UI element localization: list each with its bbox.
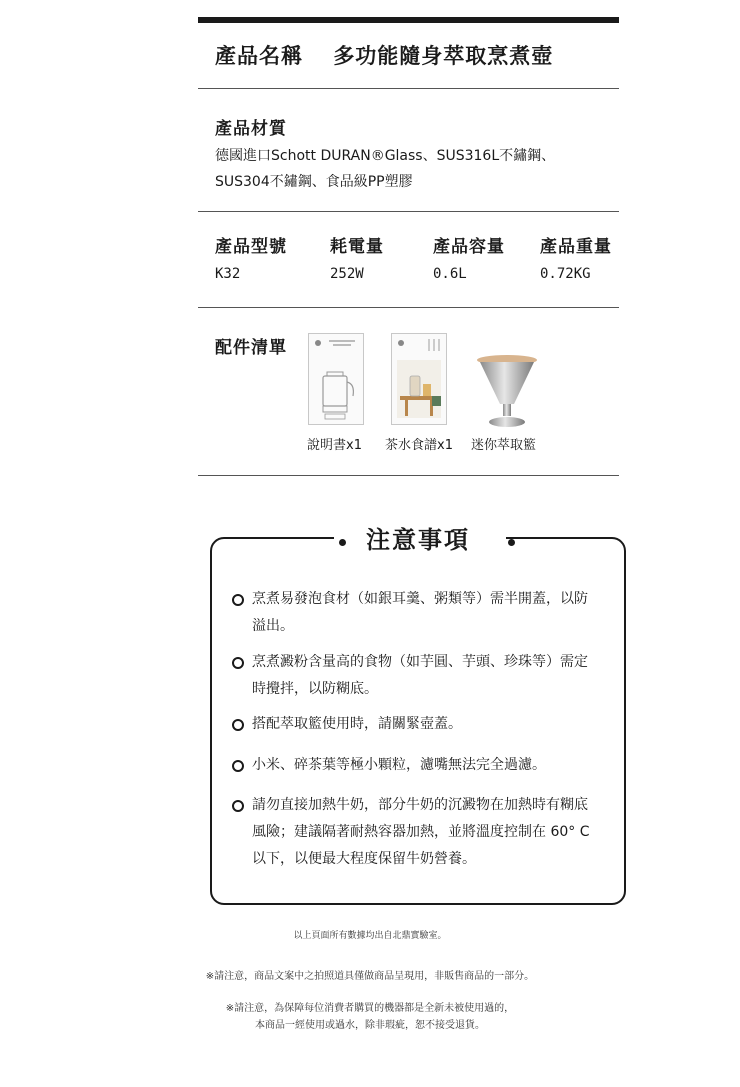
- recipe-book-image: [391, 333, 447, 425]
- notice-title: 注意事項: [366, 526, 470, 554]
- lab-footnote: 以上頁面所有數據均出自北鼎實驗室。: [293, 931, 447, 941]
- bullet-circle-icon: [232, 719, 244, 731]
- props-footnote: ※請注意，商品文案中之拍照道具僅做商品呈現用，非販售商品的一部分。: [205, 971, 535, 982]
- notice-line: 請勿直接加熱牛奶，部分牛奶的沉澱物在加熱時有糊底: [252, 797, 588, 813]
- accessory-caption: 說明書x1: [307, 438, 362, 453]
- notice-line: 溢出。: [252, 618, 294, 634]
- spec-value: K32: [215, 266, 241, 282]
- bullet-circle-icon: [232, 657, 244, 669]
- spec-value: 0.6L: [433, 266, 467, 282]
- divider: [198, 307, 619, 308]
- material-label: 產品材質: [215, 119, 287, 139]
- material-text: [215, 143, 555, 195]
- material-line-1: 德國進口Schott DURAN®Glass、SUS316L不鏽鋼、: [215, 148, 556, 164]
- kettle-drawing-icon: [309, 334, 363, 424]
- return-footnote-line-1: ※請注意，為保障每位消費者購買的機器都是全新未被使用過的，: [225, 1003, 515, 1014]
- accessories-label: 配件清單: [215, 338, 287, 358]
- recipe-photo-icon: [392, 334, 446, 424]
- product-name-label: 產品名稱: [215, 44, 303, 68]
- notice-item: [232, 711, 604, 738]
- divider: [198, 211, 619, 212]
- spec-power: [330, 232, 384, 282]
- spec-label: 產品型號: [215, 237, 287, 257]
- notice-line: 小米、碎茶葉等極小顆粒，濾嘴無法完全過濾。: [252, 757, 546, 773]
- notice-line: 烹煮澱粉含量高的食物（如芋圓、芋頭、珍珠等）需定: [252, 654, 588, 670]
- material-line-2: SUS304不鏽鋼、食品級PP塑膠: [215, 174, 413, 190]
- title-dot-right: [508, 539, 515, 546]
- spec-label: 產品容量: [433, 237, 505, 257]
- spec-model: [215, 232, 287, 282]
- infuser-basket-icon: [474, 352, 540, 430]
- notice-line: 以下，以便最大程度保留牛奶營養。: [252, 851, 476, 867]
- bullet-circle-icon: [232, 760, 244, 772]
- notice-item: [232, 586, 604, 640]
- spec-label: 產品重量: [540, 237, 612, 257]
- notice-line: 風險；建議隔著耐熱容器加熱，並將溫度控制在 60° C: [252, 824, 590, 840]
- infuser-basket-image: [474, 352, 540, 430]
- accessory-caption: 迷你萃取籃: [471, 438, 537, 453]
- notice-item: [232, 752, 604, 779]
- notice-line: 搭配萃取籃使用時，請關緊壺蓋。: [252, 716, 462, 732]
- divider: [198, 88, 619, 89]
- notice-line: 烹煮易發泡食材（如銀耳羹、粥類等）需半開蓋，以防: [252, 591, 588, 607]
- divider: [198, 475, 619, 476]
- notice-item: [232, 649, 604, 703]
- product-name-value: 多功能隨身萃取烹煮壺: [333, 44, 554, 68]
- spec-weight: [540, 232, 612, 282]
- product-name-row: [215, 40, 553, 70]
- notice-line: 時攪拌，以防糊底。: [252, 681, 378, 697]
- manual-image: [308, 333, 364, 425]
- top-rule: [198, 17, 619, 23]
- bullet-circle-icon: [232, 594, 244, 606]
- spec-capacity: [433, 232, 505, 282]
- notice-item: [232, 792, 604, 873]
- return-footnote-line-2: 本商品一經使用或過水，除非瑕疵，恕不接受退貨。: [255, 1020, 485, 1031]
- spec-label: 耗電量: [330, 237, 384, 257]
- title-dot-left: [339, 539, 346, 546]
- spec-value: 0.72KG: [540, 266, 591, 282]
- bullet-circle-icon: [232, 800, 244, 812]
- accessory-caption: 茶水食譜x1: [385, 438, 453, 453]
- spec-value: 252W: [330, 266, 364, 282]
